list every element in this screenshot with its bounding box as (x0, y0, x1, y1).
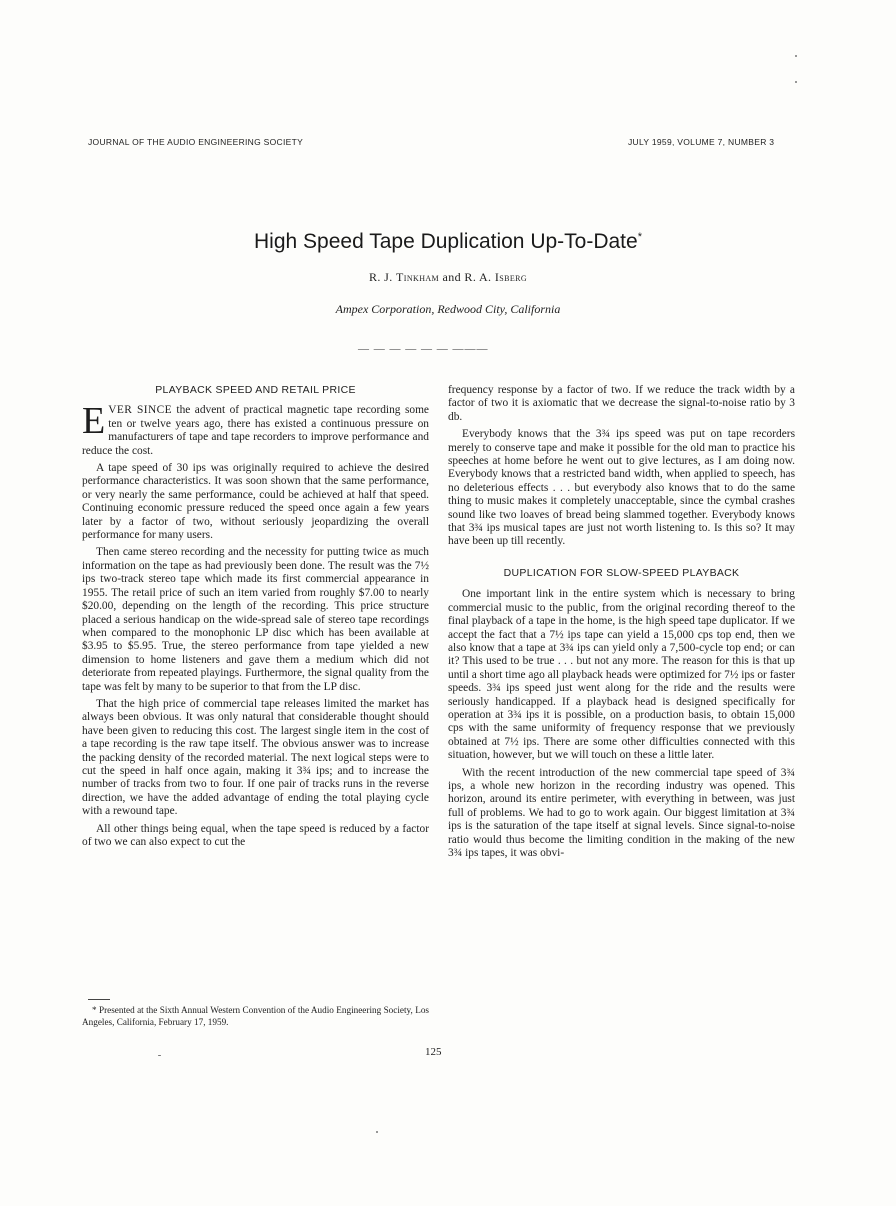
title-footnote-mark: * (637, 231, 642, 243)
scan-speck (376, 1131, 378, 1133)
right-column (448, 384, 795, 864)
author-1-name: Tinkham (396, 270, 440, 284)
author-2-initials: R. A. (464, 270, 492, 284)
paragraph: All other things being equal, when the tape speed is reduced by a factor of two we can also expect to cut the (82, 822, 429, 848)
opening-words: VER SINCE (108, 404, 172, 417)
paragraph: Everybody knows that the 3¾ ips speed was put on tape recorders merely to conserve tape and make it possible for the old man to practice his speeches at home before he went out to give lectures, as I am doing now. Everybody knows that a restricted band width, when applied to speech, has no deleterious effects . . . but everybody also knows that to do the same thing to music makes it completely unacceptable, since the cymbal crashes sound like two loaves of bread being slammed together. Everybody knows that 3¾ ips musical tapes are just not worth listening to. Is this so? It may have been up till recently. (448, 428, 795, 548)
paragraph (82, 400, 429, 458)
left-column (82, 384, 429, 853)
footnote: * Presented at the Sixth Annual Western Convention of the Audio Engineering Society, Los Angeles, California, February 17, 1959. (82, 1005, 429, 1027)
paragraph: With the recent introduction of the new commercial tape speed of 3¾ ips, a whole new horizon in the recording industry was opened. This horizon, around its entire perimeter, with everything in between, was just full of problems. We had to go to work again. Our biggest limitation at 3¾ ips is the saturation of the tape itself at signal levels. Since signal-to-noise ratio would thus become the limiting condition in the making of the new 3¾ ips tapes, it was obvi- (448, 766, 795, 859)
paragraph: frequency response by a factor of two. If we reduce the track width by a factor of two it is axiomatic that we decrease the signal-to-noise ratio by 3 db. (448, 384, 795, 423)
running-head-journal: JOURNAL OF THE AUDIO ENGINEERING SOCIETY (88, 137, 304, 147)
paragraph: Then came stereo recording and the necessity for putting twice as much information on the tape as had previously been done. The result was the 7½ ips two-track stereo tape which made its first commercial appearance in 1955. The retail price of such an item varied from roughly $7.00 to nearly $20.00, depending on the length of the recording. This price structure placed a serious handicap on the wide-spread sale of stereo tape recordings when compared to the monophonic LP disc which has been available at $3.95 to $5.95. True, the stereo performance from tape yielded a new dimension to home listeners and gave them a medium which did not deteriorate from repeated playings. Furthermore, the signal quality from the tape was felt by many to be superior to that from the LP disc. (82, 546, 429, 693)
running-head-issue: JULY 1959, VOLUME 7, NUMBER 3 (628, 137, 775, 147)
affiliation: Ampex Corporation, Redwood City, California (335, 302, 561, 316)
scan-speck (795, 55, 797, 57)
paragraph-text: the advent of practical magnetic tape recording some ten or twelve years ago, there has existed a continuous pressure on manufacturers of tape and tape recorders to improve performance and reduce the cost. (82, 404, 429, 457)
paragraph: That the high price of commercial tape releases limited the market has always been obvious. It was only natural that considerable thought should have been given to reducing this cost. The largest single item in the cost of a tape recording is the raw tape itself. The obvious answer was to increase the packing density of the recorded material. The next logical steps were to cut the speed in half once again, making it 3¾ ips; and to increase the number of tracks from two to four. If one pair of tracks runs in the reverse direction, we have the added advantage of ending the total playing cycle with a rewound tape. (82, 697, 429, 818)
article-title (0, 230, 896, 254)
scan-speck (795, 81, 797, 83)
author-2-name: Isberg (494, 270, 528, 284)
section-separator: — — — — — — ——— (358, 343, 489, 355)
drop-cap: E (82, 400, 106, 443)
page-number: 125 (425, 1046, 442, 1058)
article-title-text: High Speed Tape Duplication Up-To-Date (254, 230, 638, 253)
author-conjunction: and (442, 270, 462, 284)
scan-speck (158, 1055, 161, 1056)
footnote-rule (88, 999, 110, 1000)
section-heading-duplication: DUPLICATION FOR SLOW-SPEED PLAYBACK (503, 566, 740, 579)
author-1-initials: R. J. (368, 270, 393, 284)
section-heading-playback-speed: PLAYBACK SPEED AND RETAIL PRICE (155, 384, 356, 396)
paragraph: One important link in the entire system which is necessary to bring commercial music to the public, from the original recording thereof to the final playback of a tape in the home, is the high speed tape duplicator. If we accept the fact that a 7½ ips tape can yield a 15,000 cps top end, then we also know that a tape at 3¾ ips can yield only a 7,500-cycle top end; or can it? This used to be true . . . but not any more. The reason for this is that up until a short time ago all playback heads were optimized for 7½ ips or faster speeds. 3¾ ips speed just went along for the ride and the results were seriously handicapped. If a playback head is designed specifically for operation at 3¾ ips it is possible, on a production basis, to obtain 15,000 cps with the same uniformity of frequency response that we previously obtained at 7½ ips. There are some other difficulties connected with this situation, however, but we will touch on these a little later. (448, 588, 795, 762)
paragraph: A tape speed of 30 ips was originally required to achieve the desired performance characteristics. It was soon shown that the same performance, or very nearly the same performance, could be achieved at half that speed. Continuing economic pressure reduced the speed once again a few years later by a factor of two, without seriously jeopardizing the overall performance for many users. (82, 462, 429, 542)
author-line (0, 270, 896, 285)
